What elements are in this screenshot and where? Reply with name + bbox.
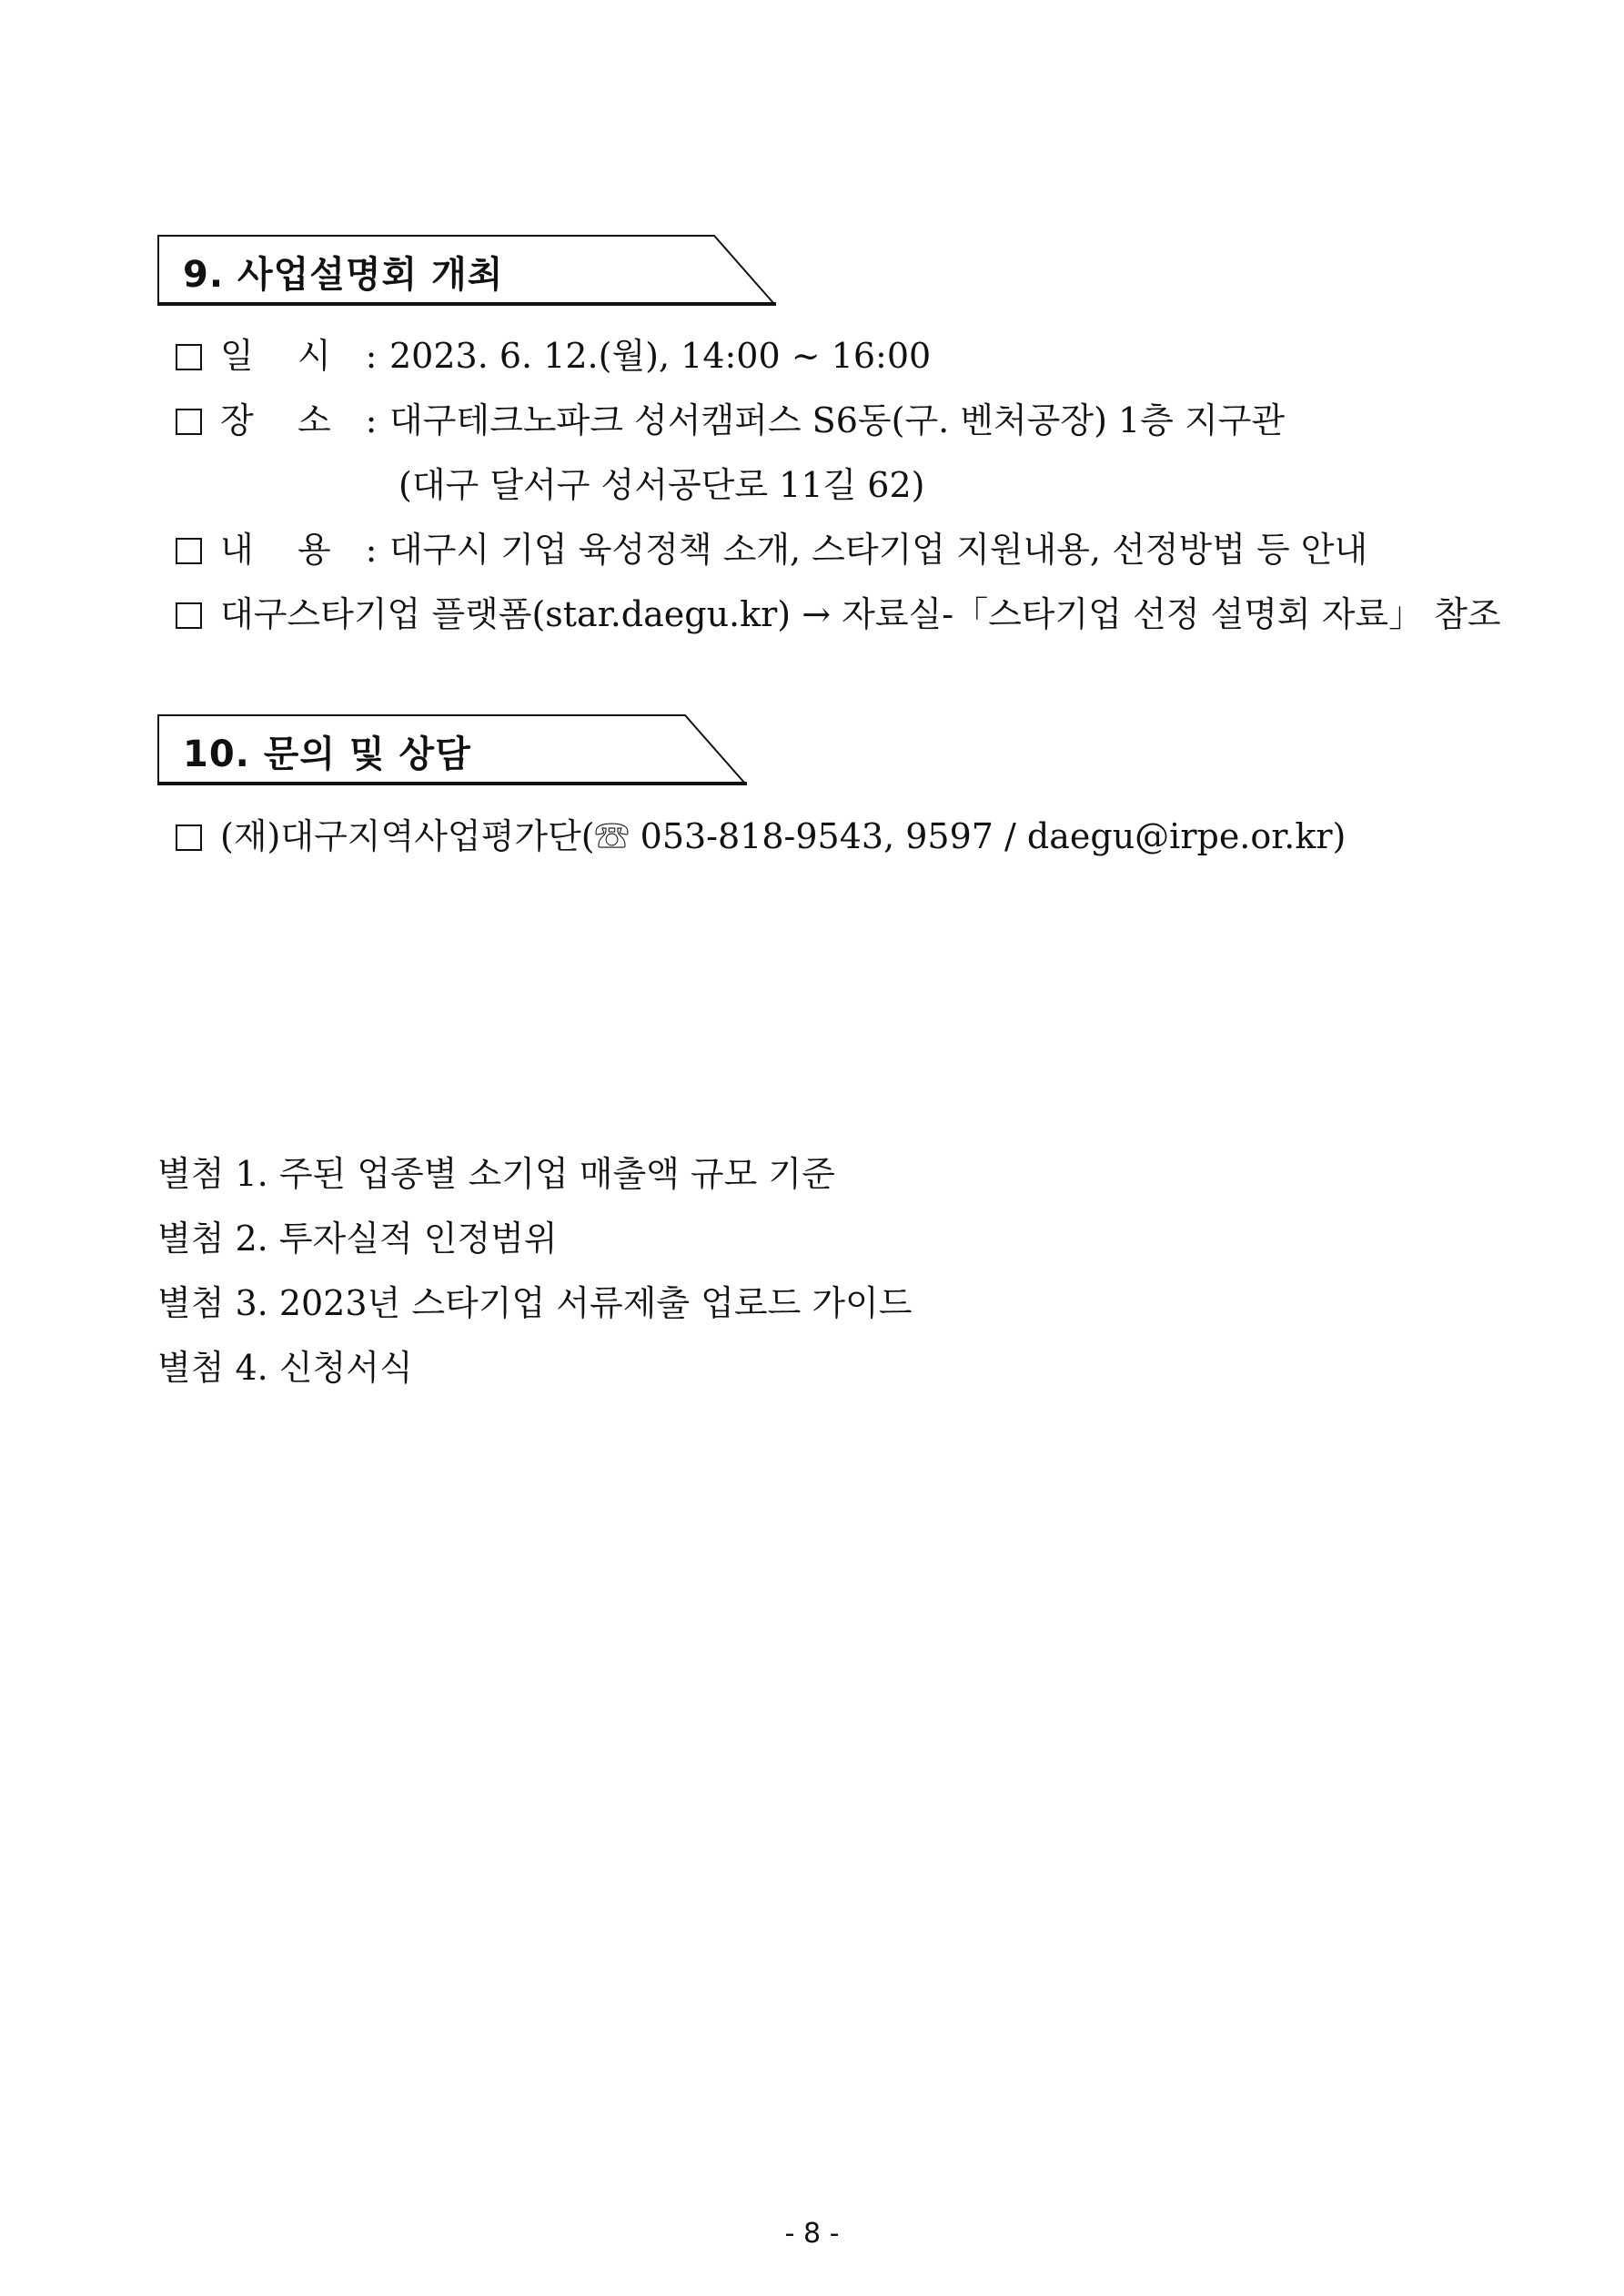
checkbox-bullet bbox=[176, 344, 202, 370]
contact-row bbox=[176, 814, 1346, 859]
attachment-item: 별첨 1. 주된 업종별 소기업 매출액 규모 기준 bbox=[157, 1154, 835, 1194]
section-10-header bbox=[157, 714, 747, 785]
row-separator: : bbox=[365, 336, 378, 376]
attachment-item: 별첨 3. 2023년 스타기업 서류제출 업로드 가이드 bbox=[157, 1283, 913, 1323]
row-label: 내 용 bbox=[220, 530, 331, 570]
schedule-row bbox=[176, 333, 931, 379]
page-number: - 8 - bbox=[784, 2218, 840, 2250]
checkbox-bullet bbox=[176, 824, 202, 851]
contact-info: (재)대구지역사업평가단(☏ 053-818-9543, 9597 / daegu@irpe.or.kr) bbox=[220, 816, 1347, 856]
checkbox-bullet bbox=[176, 602, 202, 629]
platform-note: 대구스타기업 플랫폼(star.daegu.kr) → 자료실-「스타기업 선정 설명회 자료」 참조 bbox=[220, 594, 1501, 634]
row-value: 대구시 기업 육성정책 소개, 스타기업 지원내용, 선정방법 등 안내 bbox=[389, 530, 1368, 570]
section-9-title: 9. 사업설명회 개최 bbox=[183, 254, 504, 296]
section-10-title: 10. 문의 및 상담 bbox=[183, 733, 471, 775]
section-9-header bbox=[157, 235, 776, 306]
attachment-item: 별첨 4. 신청서식 bbox=[157, 1348, 413, 1388]
checkbox-bullet bbox=[176, 409, 202, 435]
row-separator: : bbox=[365, 400, 378, 440]
row-value: 2023. 6. 12.(월), 14:00 ~ 16:00 bbox=[389, 336, 932, 376]
row-separator: : bbox=[365, 530, 378, 570]
row-value: 대구테크노파크 성서캠퍼스 S6동(구. 벤처공장) 1층 지구관 bbox=[389, 400, 1286, 440]
row-label: 장 소 bbox=[220, 400, 331, 440]
address-line: (대구 달서구 성서공단로 11길 62) bbox=[398, 465, 925, 505]
platform-note-row bbox=[176, 592, 1501, 637]
attachment-item: 별첨 2. 투자실적 인정범위 bbox=[157, 1219, 558, 1259]
row-label: 일 시 bbox=[220, 336, 331, 376]
checkbox-bullet bbox=[176, 538, 202, 564]
content-row bbox=[176, 527, 1367, 572]
location-row bbox=[176, 398, 1285, 443]
